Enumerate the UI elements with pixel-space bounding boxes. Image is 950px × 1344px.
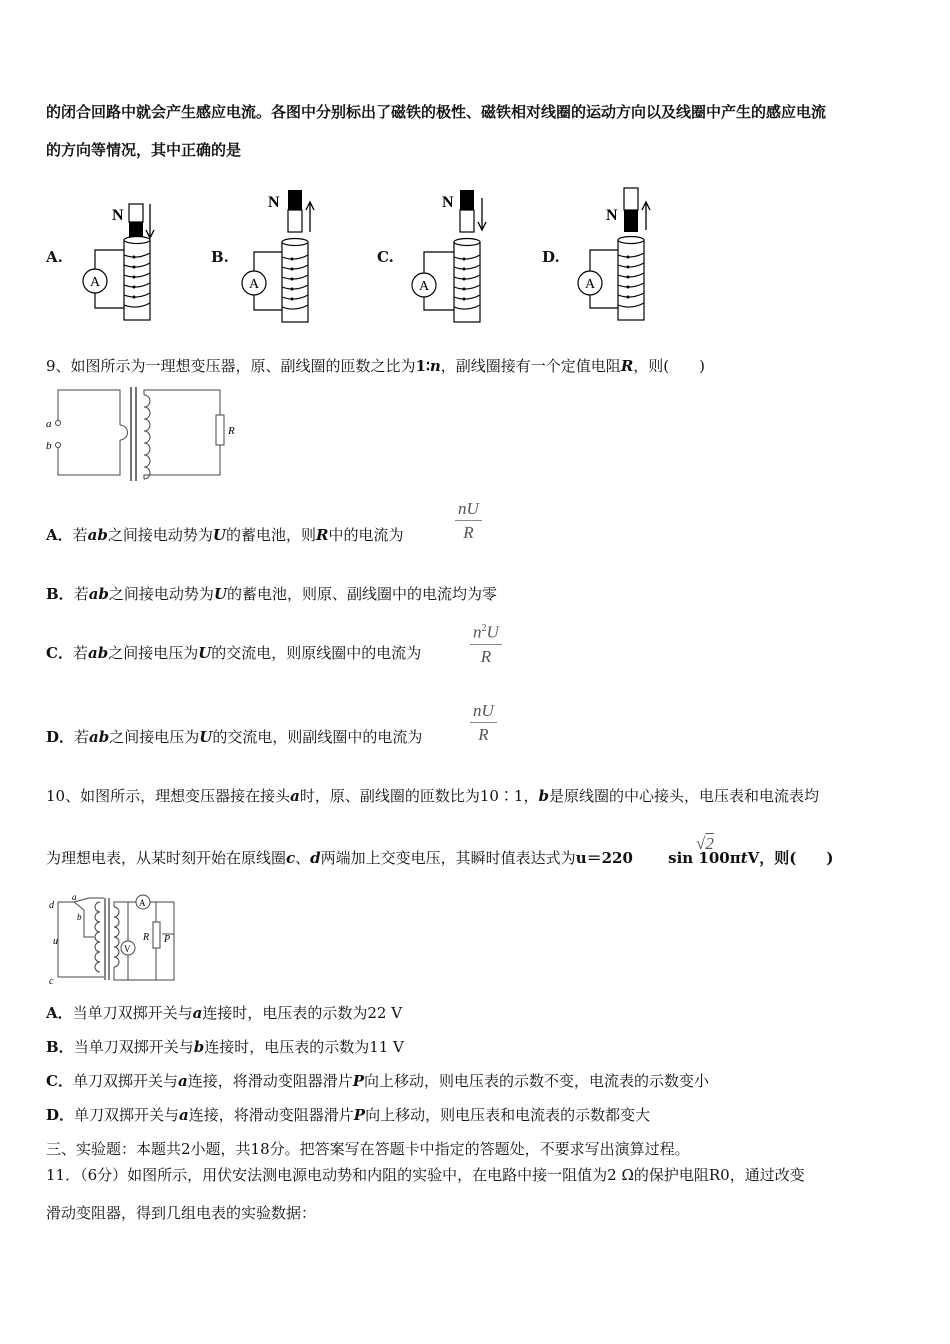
voltage-u-label: u <box>53 936 58 947</box>
q8-option-c-label: C. <box>377 248 394 266</box>
ammeter-icon: A <box>419 279 430 294</box>
sqrt-symbol: √2 <box>696 834 714 853</box>
q9-option-c: C．若ab之间接电压为U的交流电，则原线圈中的电流为 <box>46 644 422 662</box>
q9-option-b: B．若ab之间接电动势为U的蓄电池，则原、副线圈中的电流均为零 <box>46 585 498 603</box>
q8-figure-a <box>70 180 180 330</box>
q8-figure-b <box>236 180 346 330</box>
q10-option-b: B．当单刀双掷开关与b连接时，电压表的示数为11 V <box>46 1038 404 1056</box>
q9-option-d-fraction: $\frac{nU}{R}$ <box>470 700 497 747</box>
q10-stem-line-1: 10、如图所示，理想变压器接在接头a时，原、副线圈的匝数比为10∶1，b是原线圈的中心接头，电压表和电流表均 <box>46 787 819 805</box>
q9-transformer-figure <box>44 385 244 485</box>
resistor-label: R <box>228 425 235 437</box>
q9-option-a: A．若ab之间接电动势为U的蓄电池，则R中的电流为 <box>46 526 404 544</box>
terminal-d-label: d <box>49 900 54 911</box>
pole-label: N <box>112 207 124 224</box>
pole-label: N <box>268 194 280 211</box>
q10-stem-line-2: 为理想电表，从某时刻开始在原线圈c、d两端加上交变电压，其瞬时值表达式为u＝220 sin 100πtV，则( ) <box>46 849 834 867</box>
pole-label: N <box>442 194 454 211</box>
voltmeter-icon: V <box>124 944 131 954</box>
q9-option-d: D．若ab之间接电压为U的交流电，则副线圈中的电流为 <box>46 728 423 746</box>
q8-option-a-label: A. <box>46 248 63 266</box>
intro-line-1: 的闭合回路中就会产生感应电流。各图中分别标出了磁铁的极性、磁铁相对线圈的运动方向以及线圈中产生的感应电流 <box>46 103 827 121</box>
resistor-label: R <box>143 932 150 943</box>
terminal-a-label: a <box>46 418 52 430</box>
ammeter-icon: A <box>90 275 101 290</box>
q9-option-c-fraction: $\frac{n^2U}{R}$ <box>470 618 502 669</box>
q8-figure-c <box>402 180 512 330</box>
terminal-c-label: c <box>49 976 54 987</box>
ammeter-icon: A <box>249 277 260 292</box>
ammeter-icon: A <box>585 277 596 292</box>
q9-option-a-fraction: $\frac{nU}{R}$ <box>455 498 482 545</box>
pole-label: N <box>606 207 618 224</box>
terminal-b-label: b <box>77 912 82 922</box>
q10-option-a: A．当单刀双掷开关与a连接时，电压表的示数为22 V <box>46 1004 403 1022</box>
q10-option-c: C．单刀双掷开关与a连接，将滑动变阻器滑片P向上移动，则电压表的示数不变，电流表的示数变小 <box>46 1072 710 1090</box>
q10-option-d: D．单刀双掷开关与a连接，将滑动变阻器滑片P向上移动，则电压表和电流表的示数都变大 <box>46 1106 651 1124</box>
ammeter-icon: A <box>139 898 146 908</box>
q8-option-b-label: B. <box>211 248 229 266</box>
terminal-a-label: a <box>72 892 77 902</box>
q11-line-2: 滑动变阻器，得到几组电表的实验数据： <box>46 1204 317 1222</box>
section-3-heading: 三、实验题：本题共2小题，共18分。把答案写在答题卡中指定的答题处，不要求写出演算过程。 <box>46 1140 690 1158</box>
terminal-b-label: b <box>46 440 52 452</box>
q10-circuit-figure <box>44 892 194 987</box>
slider-p-label: P <box>164 934 171 945</box>
q8-figure-d <box>566 180 676 330</box>
q11-line-1: 11．（6分）如图所示，用伏安法测电源电动势和内阻的实验中，在电路中接一阻值为2 Ω的保护电阻R0，通过改变 <box>46 1166 805 1184</box>
q9-stem: 9、如图所示为一理想变压器，原、副线圈的匝数之比为1∶n，副线圈接有一个定值电阻R，则( ) <box>46 357 705 375</box>
intro-line-2: 的方向等情况，其中正确的是 <box>46 141 242 159</box>
q8-option-d-label: D. <box>542 248 560 266</box>
